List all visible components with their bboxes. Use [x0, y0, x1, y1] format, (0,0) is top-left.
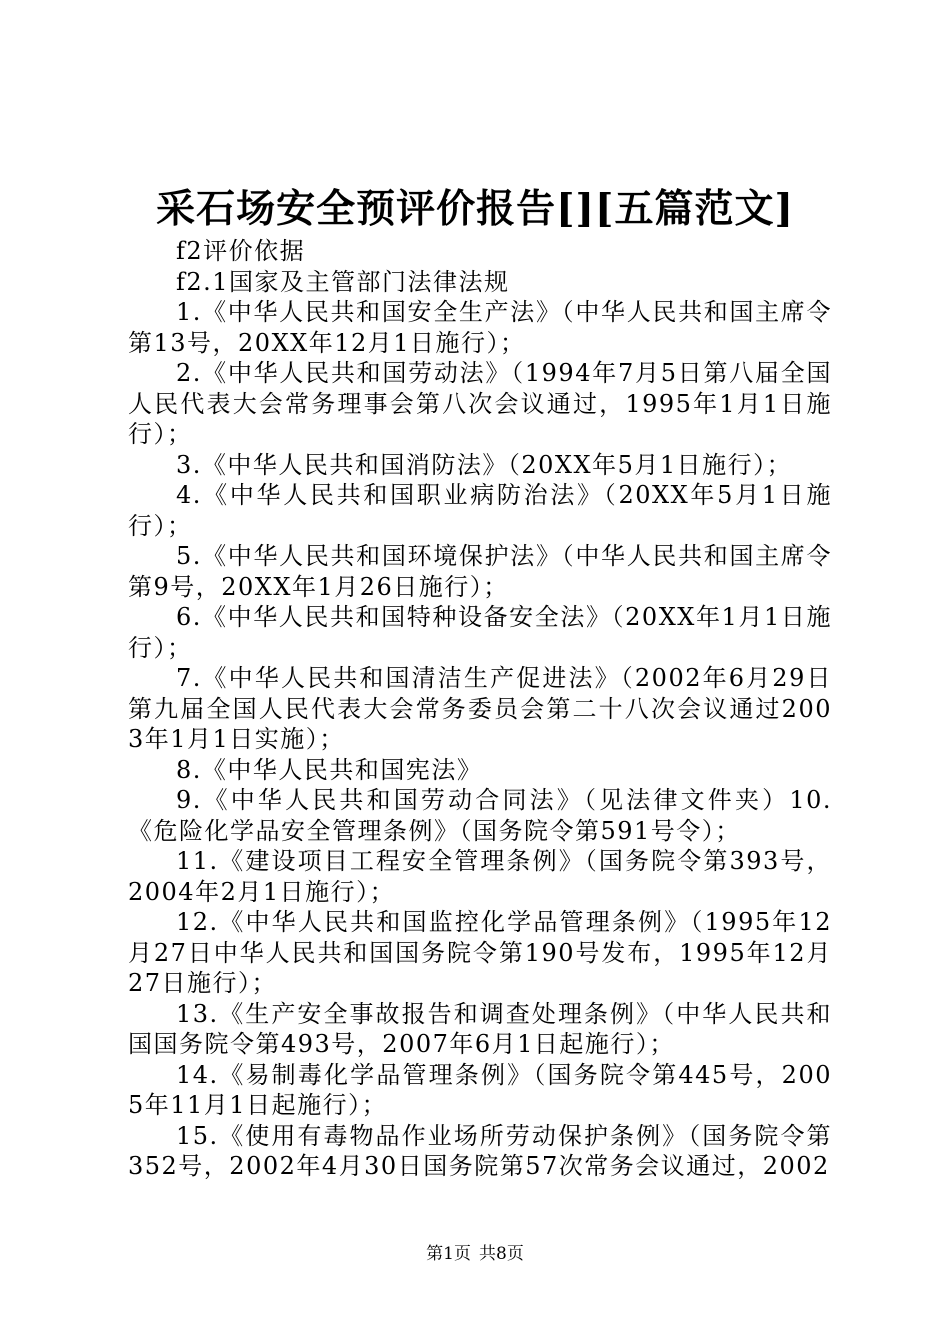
paragraph-item-4: 4.《中华人民共和国职业病防治法》（20XX年5月1日施行）；: [128, 481, 832, 540]
paragraph-item-15: 15.《使用有毒物品作业场所劳动保护条例》（国务院令第352号，2002年4月30日国务院第57次常务会议通过，2002: [128, 1121, 832, 1180]
paragraph-item-2: 2.《中华人民共和国劳动法》（1994年7月5日第八届全国人民代表大会常务理事会第八次会议通过，1995年1月1日施行）；: [128, 359, 832, 448]
paragraph-item-6: 6.《中华人民共和国特种设备安全法》（20XX年1月1日施行）；: [128, 603, 832, 662]
paragraph-item-12: 12.《中华人民共和国监控化学品管理条例》（1995年12月27日中华人民共和国国务院令第190号发布，1995年12月27日施行）；: [128, 908, 832, 997]
paragraph-subsection-heading: f2.1国家及主管部门法律法规: [176, 267, 510, 296]
paragraph-item-5: 5.《中华人民共和国环境保护法》（中华人民共和国主席令第9号，20XX年1月26日施行）；: [128, 542, 832, 601]
paragraph-item-9-10: 9.《中华人民共和国劳动合同法》（见法律文件夹）10.《危险化学品安全管理条例》（国务院令第591号令）；: [128, 786, 832, 845]
page-total: 共8页: [479, 1244, 524, 1264]
paragraph-item-11: 11.《建设项目工程安全管理条例》（国务院令第393号，2004年2月1日施行）；: [128, 847, 832, 906]
paragraph-item-14: 14.《易制毒化学品管理条例》（国务院令第445号，2005年11月1日起施行）；: [128, 1060, 832, 1119]
document-body: [128, 236, 832, 1182]
paragraph-item-13: 13.《生产安全事故报告和调查处理条例》（中华人民共和国国务院令第493号，2007年6月1日起施行）；: [128, 999, 832, 1058]
paragraph-item-8: 8.《中华人民共和国宪法》: [176, 755, 483, 784]
page-footer: [0, 1243, 950, 1265]
paragraph-section-heading: f2评价依据: [176, 237, 306, 265]
paragraph-item-7: 7.《中华人民共和国清洁生产促进法》（2002年6月29日第九届全国人民代表大会常务委员会第二十八次会议通过2003年1月1日实施）；: [128, 664, 832, 753]
paragraph-item-3: 3.《中华人民共和国消防法》（20XX年5月1日施行）；: [176, 450, 793, 479]
document-title: 采石场安全预评价报告[][五篇范文]: [156, 186, 794, 232]
page-number: 第1页: [426, 1244, 471, 1264]
paragraph-item-1: 1.《中华人民共和国安全生产法》（中华人民共和国主席令第13号，20XX年12月1日施行）；: [128, 298, 832, 357]
